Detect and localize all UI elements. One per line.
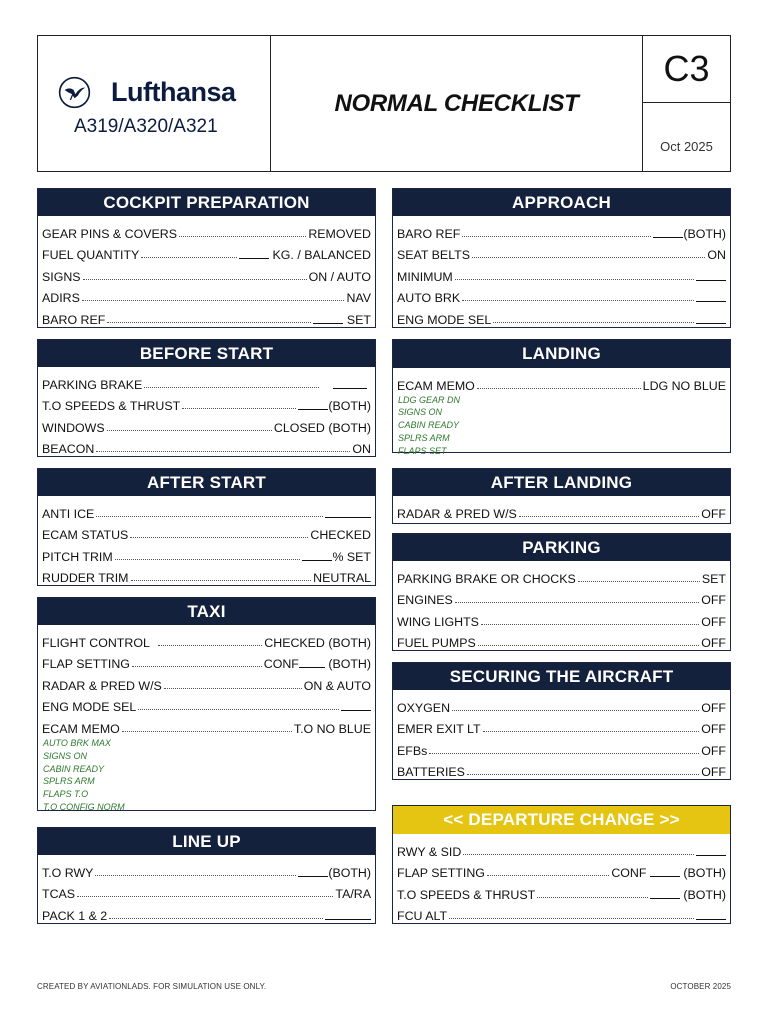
section-title: AFTER START (38, 469, 375, 496)
checklist-row: FLAP SETTING CONF (BOTH) (397, 866, 726, 881)
fill-in-blank (653, 237, 683, 238)
checklist-row: PITCH TRIM % SET (42, 549, 371, 564)
memo-item: CABIN READY (43, 763, 105, 774)
fill-in-blank (696, 280, 726, 281)
checklist-row: FUEL QUANTITY KG. / BALANCED (42, 248, 371, 263)
checklist-row: BEACON ON (42, 442, 371, 457)
checklist-title: NORMAL CHECKLIST (334, 89, 579, 117)
fill-in-blank (696, 323, 726, 324)
checklist-row: BARO REF SET (42, 312, 371, 327)
fill-in-blank (341, 710, 371, 711)
checklist-row: OXYGEN OFF (397, 700, 726, 715)
checklist-row: FUEL PUMPS OFF (397, 636, 726, 651)
brand-name: Lufthansa (111, 77, 236, 107)
checklist-row: ENGINES OFF (397, 593, 726, 608)
section-cockpit-preparation (37, 188, 376, 328)
section-title: TAXI (38, 598, 375, 625)
section-title: PARKING (393, 534, 730, 561)
checklist-row: ECAM MEMO LDG NO BLUE (397, 378, 726, 393)
memo-item: SPLRS ARM (398, 432, 450, 443)
checklist-row: BARO REF (BOTH) (397, 226, 726, 241)
checklist-row: FCU ALT (397, 902, 726, 924)
checklist-row: PARKING BRAKE (42, 370, 371, 392)
checklist-date: Oct 2025 (660, 139, 713, 154)
section-parking (392, 533, 731, 651)
section-title: BEFORE START (38, 340, 375, 367)
section-title: LINE UP (38, 828, 375, 855)
fill-in-blank (333, 388, 367, 389)
memo-item: SPLRS ARM (43, 776, 95, 787)
section-title: LANDING (393, 340, 730, 368)
ecam-memo-items (42, 736, 371, 814)
checklist-row: ADIRS NAV (42, 291, 371, 306)
section-landing (392, 339, 731, 456)
code-block (643, 36, 730, 171)
checklist-row: PARKING BRAKE OR CHOCKS SET (397, 571, 726, 586)
memo-item: FLAPS SET (398, 445, 447, 456)
checklist-row: EFBs OFF (397, 743, 726, 758)
checklist-row: ANTI ICE (42, 499, 371, 521)
fill-in-blank (696, 301, 726, 302)
checklist-row: BATTERIES OFF (397, 765, 726, 780)
ecam-memo-items (397, 393, 726, 458)
fill-in-blank (302, 560, 332, 561)
section-before-start (37, 339, 376, 457)
checklist-row: FLIGHT CONTROL CHECKED (BOTH) (42, 635, 371, 650)
memo-item: T.O CONFIG NORM (43, 801, 125, 812)
memo-item: LDG GEAR DN (398, 394, 461, 405)
checklist-row: EMER EXIT LT OFF (397, 722, 726, 737)
checklist-header (37, 35, 731, 172)
memo-item: CABIN READY (398, 420, 460, 431)
checklist-row: ECAM MEMO T.O NO BLUE (42, 721, 371, 736)
checklist-row: RADAR & PRED W/S OFF (397, 506, 726, 521)
checklist-row: T.O SPEEDS & THRUST (BOTH) (397, 887, 726, 902)
checklist-row: AUTO BRK (397, 284, 726, 306)
checklist-row: RWY & SID (397, 837, 726, 859)
checklist-row: ENG MODE SEL (42, 693, 371, 715)
memo-item: SIGNS ON (398, 407, 443, 418)
checklist-row: FLAP SETTING CONF (BOTH) (42, 657, 371, 672)
checklist-row: SEAT BELTS ON (397, 248, 726, 263)
title-block (271, 36, 643, 171)
checklist-row: RUDDER TRIM NEUTRAL (42, 571, 371, 586)
section-title: SECURING THE AIRCRAFT (393, 663, 730, 690)
memo-item: FLAPS T.O (43, 789, 89, 800)
checklist-row: WING LIGHTS OFF (397, 614, 726, 629)
section-securing-the-aircraft (392, 662, 731, 780)
checklist-row: T.O RWY (BOTH) (42, 865, 371, 880)
checklist-code: C3 (643, 36, 730, 103)
fill-in-blank (299, 667, 325, 668)
section-taxi (37, 597, 376, 811)
section-after-landing (392, 468, 731, 524)
fill-in-blank (696, 855, 726, 856)
section-departure-change (392, 805, 731, 924)
section-approach (392, 188, 731, 328)
section-title: << DEPARTURE CHANGE >> (393, 806, 730, 834)
checklist-row: ENG MODE SEL (397, 305, 726, 327)
aircraft-models: A319/A320/A321 (74, 116, 218, 137)
brand-block (38, 36, 271, 171)
fill-in-blank (313, 323, 343, 324)
section-title: AFTER LANDING (393, 469, 730, 496)
memo-item: AUTO BRK MAX (43, 737, 111, 748)
fill-in-blank (325, 919, 371, 920)
footer-date: OCTOBER 2025 (670, 982, 731, 991)
fill-in-blank (650, 898, 680, 899)
fill-in-blank (696, 919, 726, 920)
section-title: APPROACH (393, 189, 730, 216)
section-title: COCKPIT PREPARATION (38, 189, 375, 216)
checklist-row: PACK 1 & 2 (42, 901, 371, 923)
fill-in-blank (239, 258, 269, 259)
section-after-start (37, 468, 376, 586)
checklist-row: WINDOWS CLOSED (BOTH) (42, 420, 371, 435)
fill-in-blank (650, 876, 680, 877)
checklist-row: MINIMUM (397, 262, 726, 284)
lufthansa-crane-icon (58, 76, 91, 109)
checklist-row: RADAR & PRED W/S ON & AUTO (42, 678, 371, 693)
fill-in-blank (325, 517, 371, 518)
section-line-up (37, 827, 376, 924)
memo-item: SIGNS ON (43, 750, 88, 761)
checklist-row: TCAS TA/RA (42, 887, 371, 902)
fill-in-blank (298, 409, 328, 410)
checklist-row: T.O SPEEDS & THRUST (BOTH) (42, 399, 371, 414)
footer-credit: CREATED BY AVIATIONLADS. FOR SIMULATION USE ONLY. (37, 982, 267, 991)
fill-in-blank (298, 876, 328, 877)
brand-logo-row (58, 76, 236, 109)
checklist-row: GEAR PINS & COVERS REMOVED (42, 226, 371, 241)
checklist-row: ECAM STATUS CHECKED (42, 528, 371, 543)
checklist-row: SIGNS ON / AUTO (42, 269, 371, 284)
